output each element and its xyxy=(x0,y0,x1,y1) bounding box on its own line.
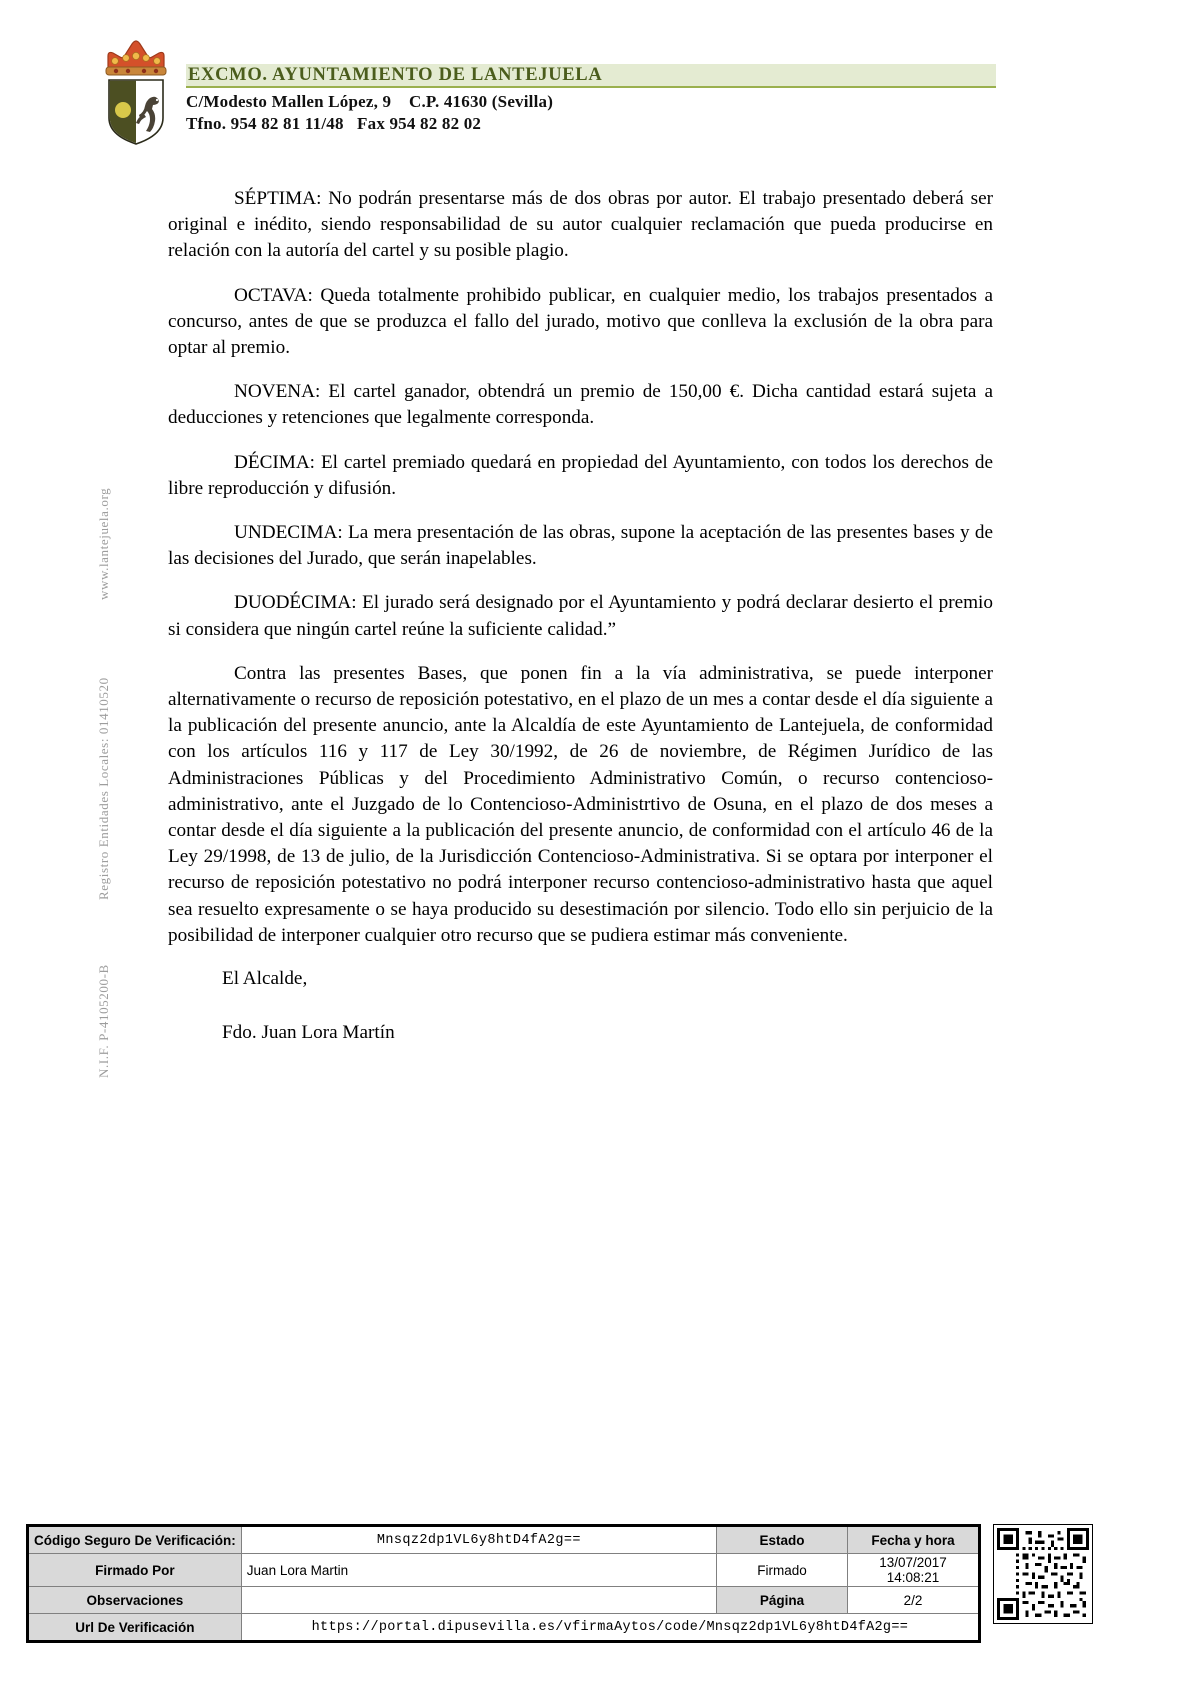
signature-block xyxy=(222,966,395,1046)
organization-title-band xyxy=(186,62,996,88)
signed-by-value: Juan Lora Martin xyxy=(241,1554,716,1587)
paragraph-undecima: UNDECIMA: La mera presentación de las obras, supone la aceptación de las presentes bases y de las decisiones del Jurado, que serán inapelables. xyxy=(168,522,993,570)
address-line-1: C/Modesto Mallen López, 9 C.P. 41630 (Sevilla) xyxy=(186,92,554,111)
table-row xyxy=(28,1526,980,1554)
csv-label: Código Seguro De Verificación: xyxy=(28,1526,242,1554)
header-text-block xyxy=(186,62,1016,135)
signed-by-label: Firmado Por xyxy=(28,1554,242,1587)
document-header xyxy=(0,0,1190,170)
url-label: Url De Verificación xyxy=(28,1614,242,1642)
page-value: 2/2 xyxy=(848,1587,980,1614)
document-body xyxy=(168,186,993,949)
table-row xyxy=(28,1554,980,1587)
status-label: Estado xyxy=(717,1526,848,1554)
paragraph-octava: OCTAVA: Queda totalmente prohibido publicar, en cualquier medio, los trabajos presentados a concurso, antes de que se produzca el fallo del jurado, motivo que conlleva la exclusión de la obra para optar al premio. xyxy=(168,284,993,359)
sidebar-registry-label: Registro Entidades Locales: 01410520 xyxy=(96,677,111,900)
paragraph-duodecima: DUODÉCIMA: El jurado será designado por el Ayuntamiento y podrá declarar desierto el premio si considera que ningún cartel reúne la suficiente calidad.” xyxy=(168,592,993,640)
signature-role: El Alcalde, xyxy=(222,968,308,989)
paragraph-recursos: Contra las presentes Bases, que ponen fin a la vía administrativa, se puede interponer alternativamente o recurso de reposición potestativo, en el plazo de un mes a contar desde el día siguiente a la publicación del presente anuncio, ante la Alcaldía de este Ayuntamiento de Lantejuela, de conformidad con los artículos 116 y 117 de Ley 30/1992, de 26 de noviembre, de Régimen Jurídico de las Administraciones Públicas y del Procedimiento Administrativo Común, o recurso contencioso-administrativo, ante el Juzgado de lo Contencioso-Administrtivo de Osuna, en el plazo de dos meses a contar desde el día siguiente a la publicación del presente anuncio, de conformidad con el artículo 46 de la Ley 29/1998, de 13 de julio, de la Jurisdicción Contencioso-Administrativa. Si se optara por interponer el recurso de reposición potestativo no podrá interponer recurso contencioso-administrativo hasta que aquel sea resuelto expresamente o se haya producido su desestimación por silencio. Todo ello sin perjuicio de la posibilidad de interponer cualquier otro recurso que se pudiera estimar más conveniente. xyxy=(168,662,993,946)
observations-label: Observaciones xyxy=(28,1587,242,1614)
csv-value: Mnsqz2dp1VL6y8htD4fA2g== xyxy=(241,1526,716,1554)
status-value: Firmado xyxy=(717,1554,848,1587)
address-line-2: Tfno. 954 82 81 11/48 Fax 954 82 82 02 xyxy=(186,114,482,134)
observations-value xyxy=(241,1587,716,1614)
verification-footer xyxy=(26,1524,1166,1643)
table-row xyxy=(28,1587,980,1614)
sidebar-website-label: www.lantejuela.org xyxy=(96,487,111,600)
coat-of-arms-icon xyxy=(92,34,180,146)
datetime-label: Fecha y hora xyxy=(848,1526,980,1554)
paragraph-decima: DÉCIMA: El cartel premiado quedará en propiedad del Ayuntamiento, con todos los derechos de libre reproducción y difusión. xyxy=(168,451,993,499)
organization-title: EXCMO. AYUNTAMIENTO DE LANTEJUELA xyxy=(188,64,603,85)
sidebar-nif-label: N.I.F. P-4105200-B xyxy=(96,964,111,1078)
datetime-value: 13/07/2017 14:08:21 xyxy=(848,1554,980,1587)
page-label: Página xyxy=(717,1587,848,1614)
verification-table xyxy=(26,1524,981,1643)
paragraph-septima: SÉPTIMA: No podrán presentarse más de dos obras por autor. El trabajo presentado deberá ser original e inédito, siendo responsabilidad de su autor cualquier reclamación que pueda producirse en relación con la autoría del cartel y su posible plagio. xyxy=(168,188,993,262)
signature-name: Fdo. Juan Lora Martín xyxy=(222,1022,395,1043)
url-value[interactable]: https://portal.dipusevilla.es/vfirmaAytos/code/Mnsqz2dp1VL6y8htD4fA2g== xyxy=(241,1614,979,1642)
table-row xyxy=(28,1614,980,1642)
paragraph-novena: NOVENA: El cartel ganador, obtendrá un premio de 150,00 €. Dicha cantidad estará sujeta a deducciones y retenciones que legalmente corresponda. xyxy=(168,381,993,429)
qr-code[interactable] xyxy=(993,1524,1093,1624)
